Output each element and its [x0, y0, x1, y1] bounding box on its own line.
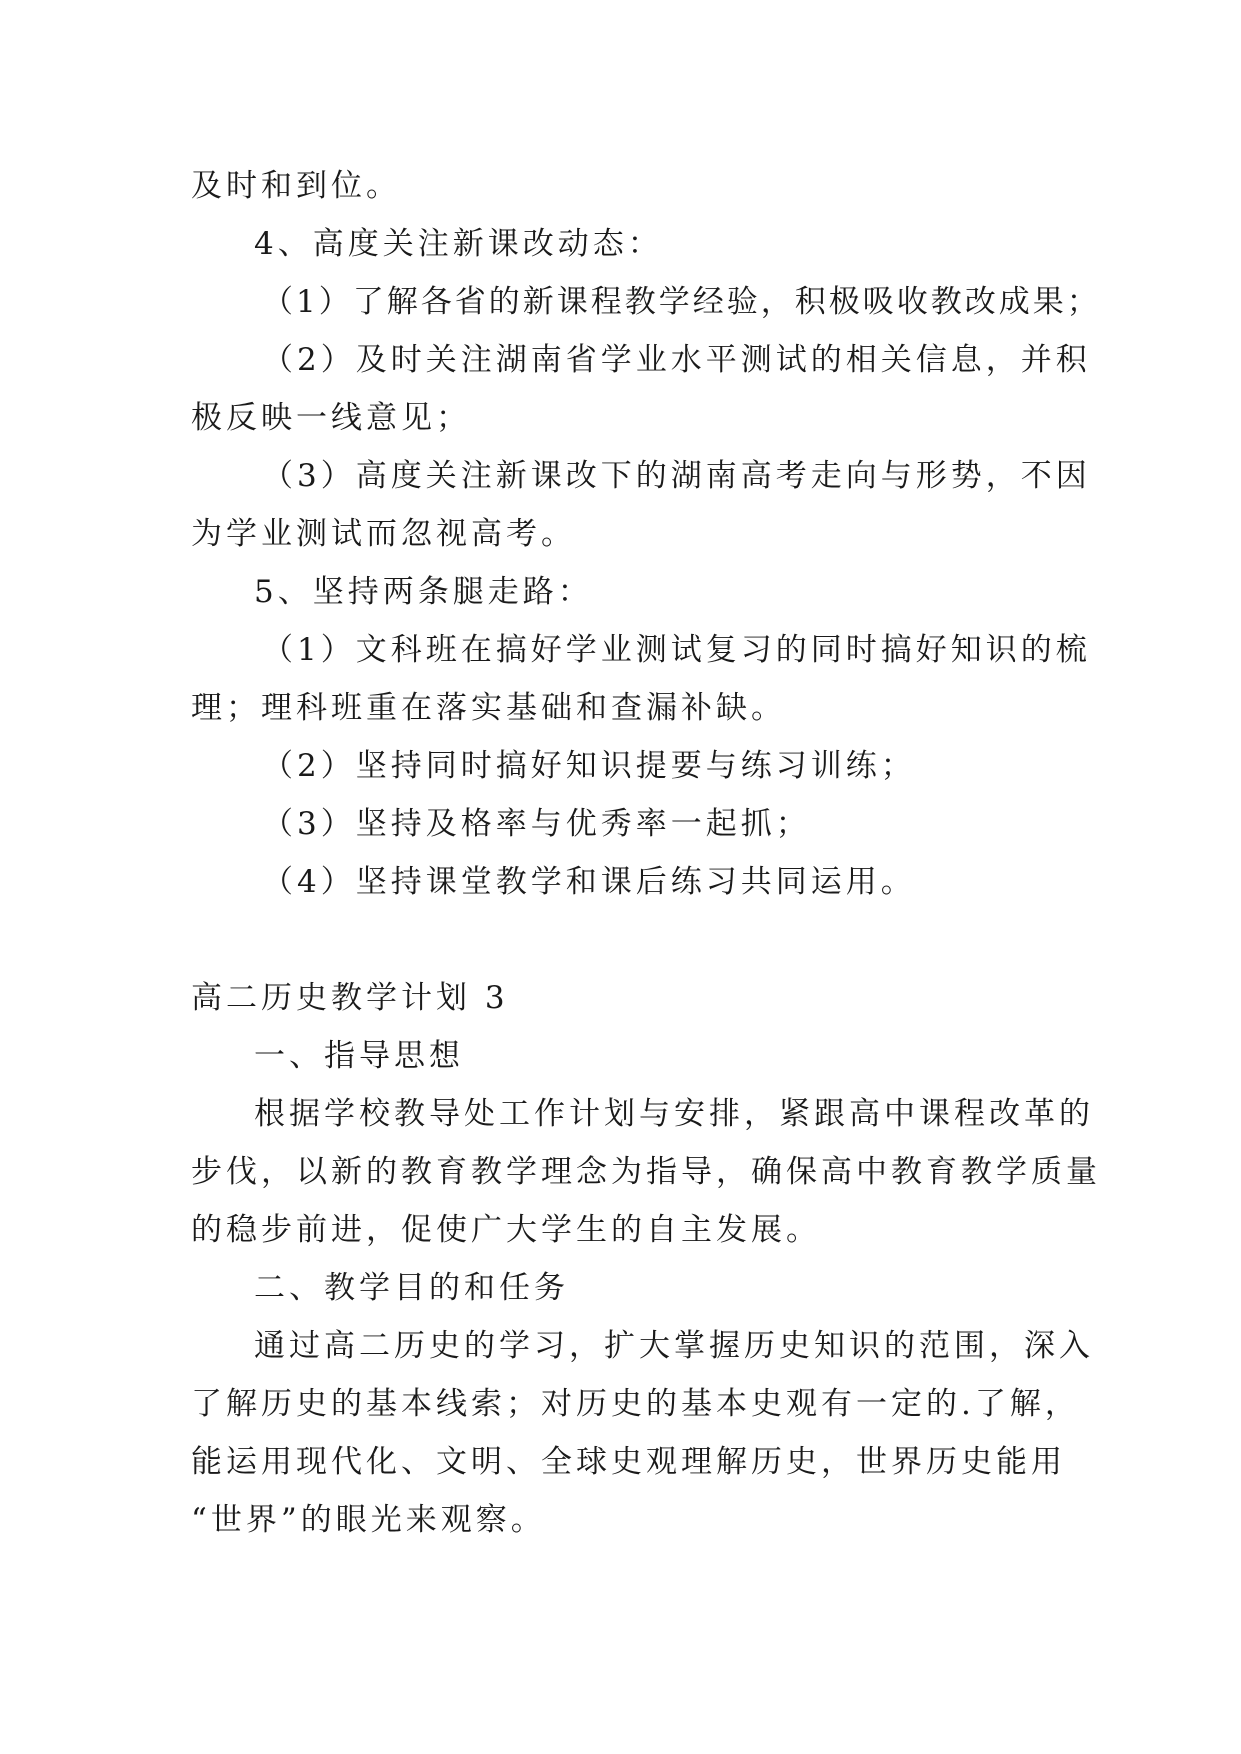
section-heading: 一、指导思想 — [254, 1038, 464, 1074]
list-item: （1）文科班在搞好学业测试复习的同时搞好知识的梳 — [262, 632, 1091, 668]
paragraph-line: “世界”的眼光来观察。 — [191, 1502, 546, 1538]
paragraph-line: 能运用现代化、文明、全球史观理解历史，世界历史能用 — [191, 1444, 1066, 1480]
paragraph-line: 为学业测试而忽视高考。 — [191, 516, 576, 552]
list-item: （2）坚持同时搞好知识提要与练习训练； — [262, 748, 916, 784]
paragraph-line: 步伐，以新的教育教学理念为指导，确保高中教育教学质量 — [191, 1154, 1101, 1190]
paragraph-line: 的稳步前进，促使广大学生的自主发展。 — [191, 1212, 821, 1248]
list-item: （3）高度关注新课改下的湖南高考走向与形势，不因 — [262, 458, 1091, 494]
section-heading: 5、坚持两条腿走路： — [254, 574, 593, 610]
list-item: （1）了解各省的新课程教学经验，积极吸收教改成果； — [262, 284, 1101, 320]
list-item: （3）坚持及格率与优秀率一起抓； — [262, 806, 811, 842]
section-heading: 二、教学目的和任务 — [254, 1270, 569, 1306]
section-heading: 4、高度关注新课改动态： — [254, 226, 663, 262]
list-item: （2）及时关注湖南省学业水平测试的相关信息，并积 — [262, 342, 1091, 378]
paragraph-line: 了解历史的基本线索；对历史的基本史观有一定的.了解， — [191, 1386, 1080, 1422]
document-title: 高二历史教学计划 3 — [191, 980, 509, 1016]
paragraph-line: 极反映一线意见； — [191, 400, 471, 436]
list-item: （4）坚持课堂教学和课后练习共同运用。 — [262, 864, 916, 900]
paragraph-line: 根据学校教导处工作计划与安排，紧跟高中课程改革的 — [254, 1096, 1094, 1132]
paragraph-line: 理；理科班重在落实基础和查漏补缺。 — [191, 690, 786, 726]
paragraph-line: 及时和到位。 — [191, 168, 401, 204]
paragraph-line: 通过高二历史的学习，扩大掌握历史知识的范围，深入 — [254, 1328, 1094, 1364]
